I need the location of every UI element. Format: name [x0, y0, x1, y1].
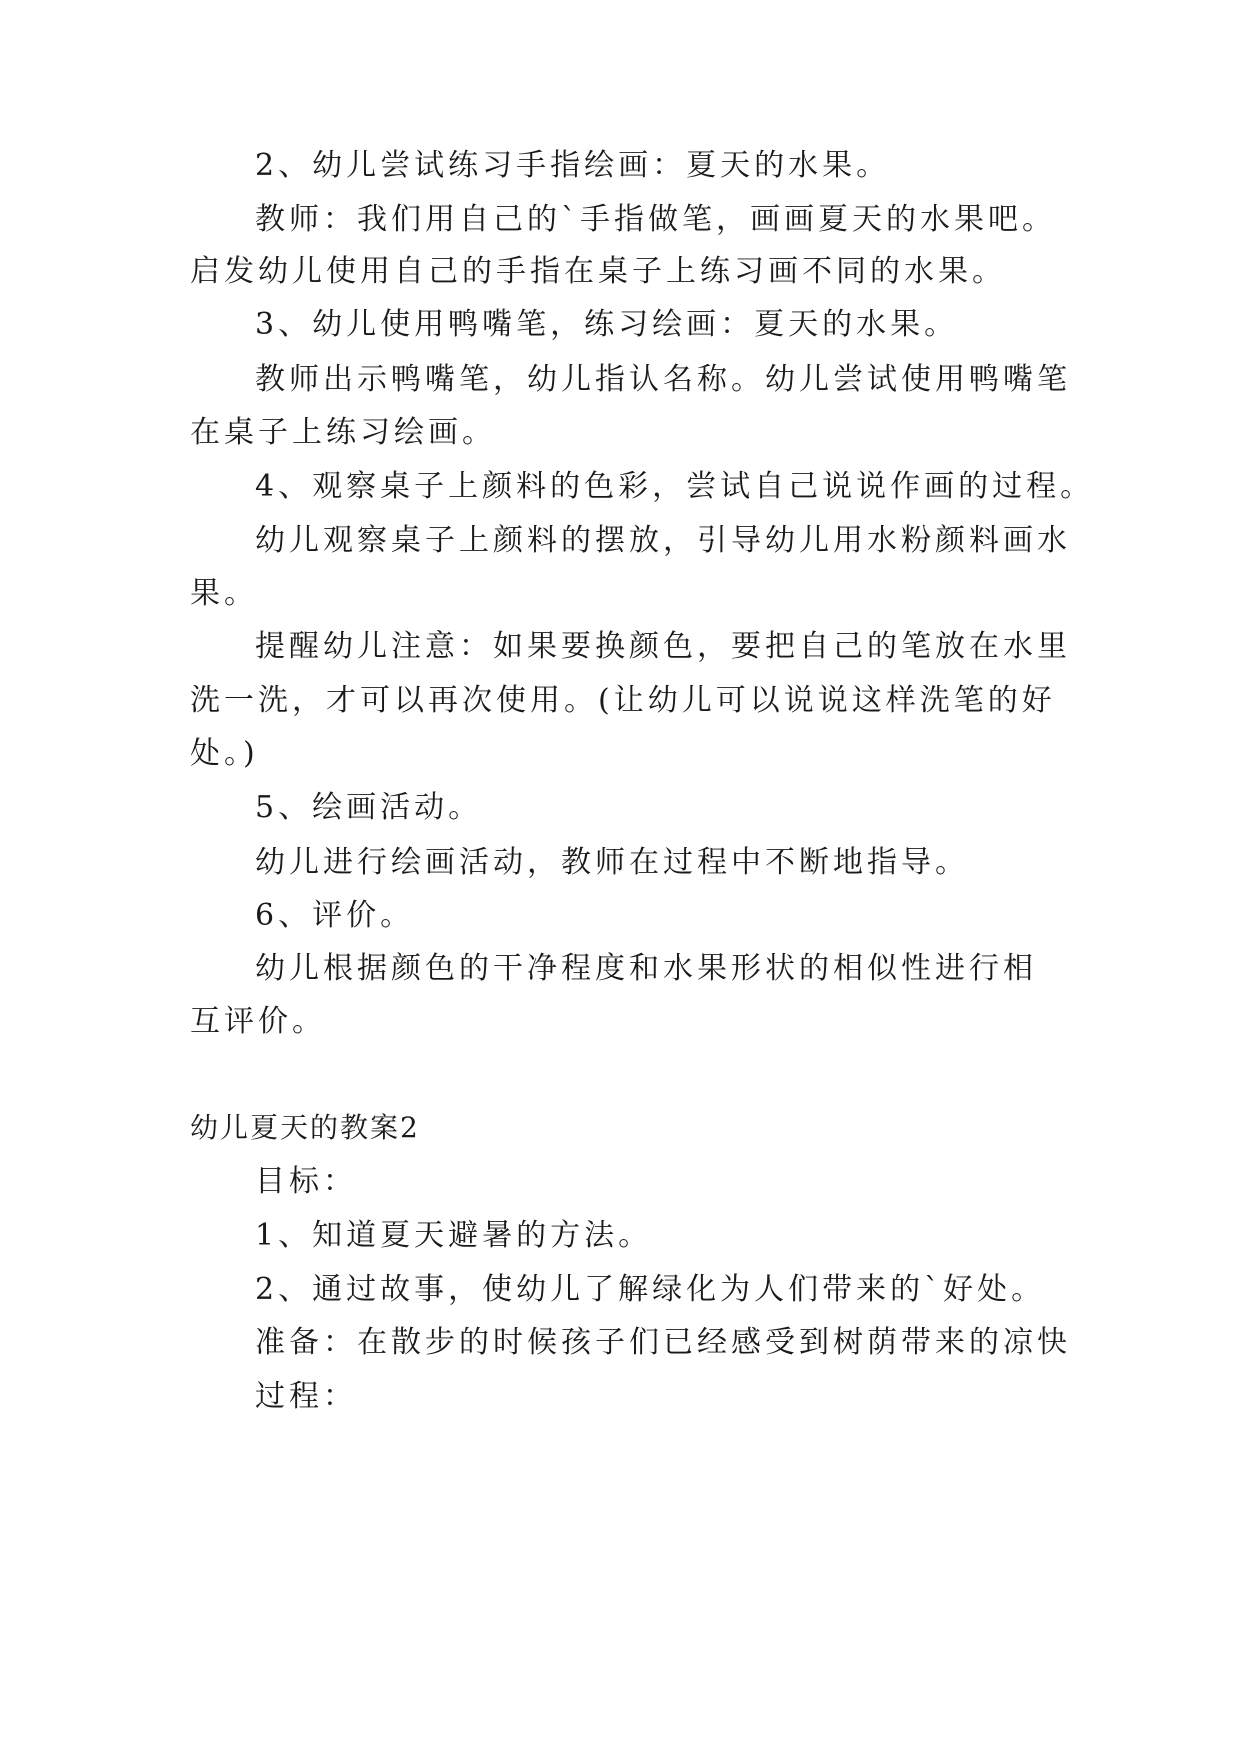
step-4-title: 4、观察桌子上颜料的色彩，尝试自己说说作画的过程。 [255, 469, 1095, 504]
step-2-title: 2、幼儿尝试练习手指绘画：夏天的水果。 [255, 148, 891, 183]
step-6-title: 6、评价。 [255, 898, 415, 933]
step-2-teacher-text-cont: 启发幼儿使用自己的手指在桌子上练习画不同的水果。 [190, 254, 1006, 289]
step-6-body: 幼儿根据颜色的干净程度和水果形状的相似性进行相 [255, 951, 1037, 986]
process-label: 过程： [255, 1379, 357, 1414]
step-4-body-cont: 果。 [190, 576, 258, 611]
step-4-tip-cont: 洗一洗，才可以再次使用。(让幼儿可以说说这样洗笔的好 [190, 683, 1056, 718]
step-4-tip-end: 处。) [190, 736, 259, 771]
step-3-body-cont: 在桌子上练习绘画。 [190, 415, 496, 450]
preparation-text: 准备：在散步的时候孩子们已经感受到树荫带来的凉快 [255, 1325, 1071, 1360]
goal-item-1: 1、知道夏天避暑的方法。 [255, 1218, 653, 1253]
step-5-body: 幼儿进行绘画活动，教师在过程中不断地指导。 [255, 845, 969, 880]
step-3-body: 教师出示鸭嘴笔，幼儿指认名称。幼儿尝试使用鸭嘴笔 [255, 362, 1071, 397]
step-4-tip: 提醒幼儿注意：如果要换颜色，要把自己的笔放在水里 [255, 629, 1071, 664]
step-6-body-cont: 互评价。 [190, 1004, 326, 1039]
goal-item-2: 2、通过故事，使幼儿了解绿化为人们带来的`好处。 [255, 1272, 1046, 1307]
step-4-body: 幼儿观察桌子上颜料的摆放，引导幼儿用水粉颜料画水 [255, 523, 1071, 558]
step-3-title: 3、幼儿使用鸭嘴笔，练习绘画：夏天的水果。 [255, 307, 959, 342]
goal-label: 目标： [255, 1164, 357, 1199]
section-heading: 幼儿夏天的教案2 [190, 1111, 420, 1144]
step-5-title: 5、绘画活动。 [255, 790, 483, 825]
step-2-teacher-text: 教师：我们用自己的`手指做笔，画画夏天的水果吧。 [255, 202, 1056, 237]
